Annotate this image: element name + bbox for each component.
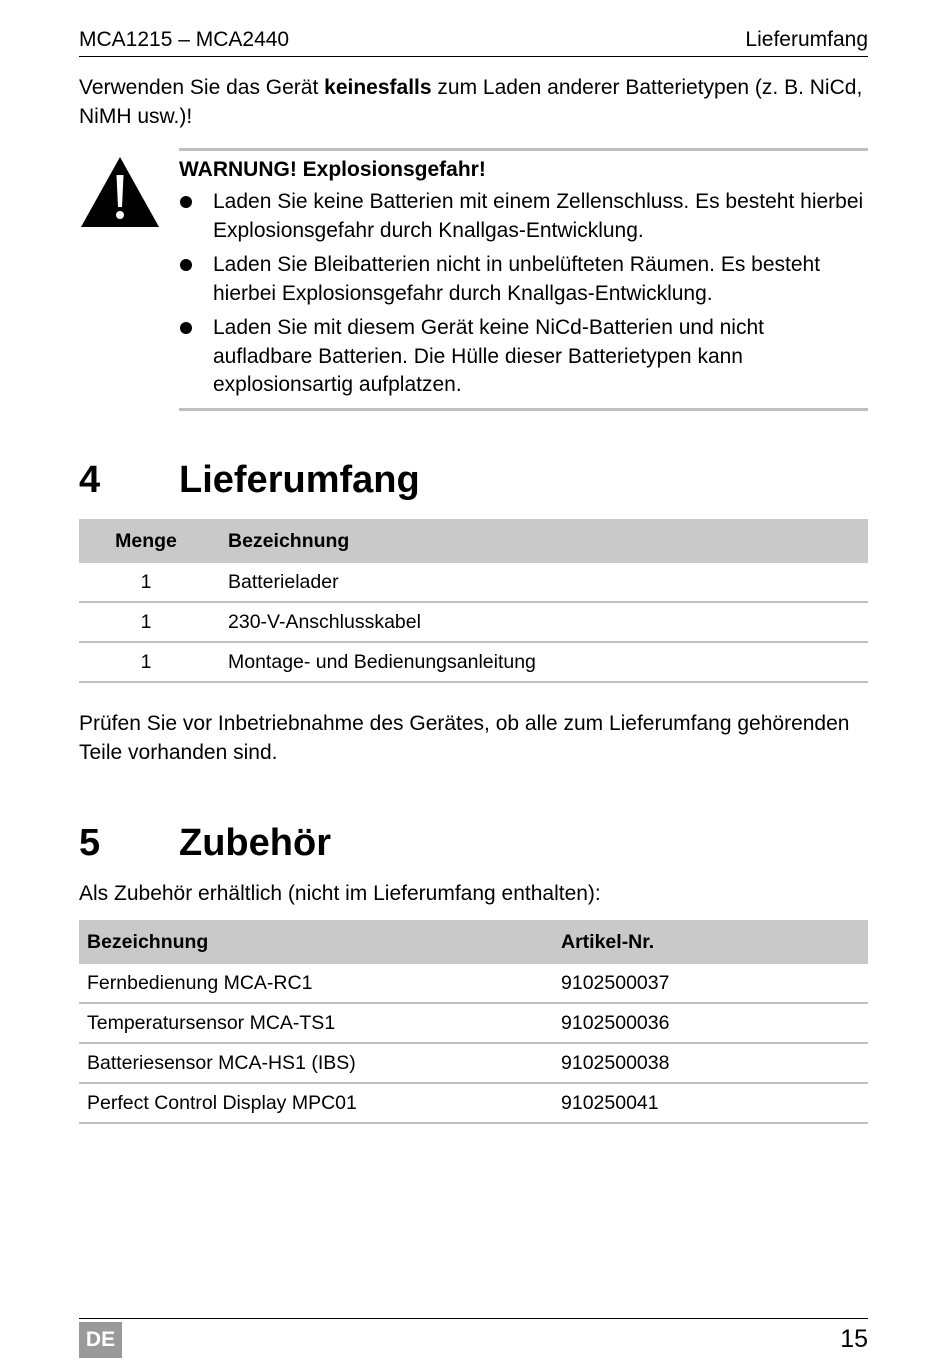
table-row xyxy=(79,1043,868,1083)
header-model-range: MCA1215 – MCA2440 xyxy=(79,28,290,51)
section-number: 4 xyxy=(79,459,101,501)
table-header-row xyxy=(79,920,868,964)
table-row xyxy=(79,964,868,1003)
table-row xyxy=(79,1003,868,1043)
warning-list xyxy=(179,188,868,400)
table-row xyxy=(79,1083,868,1123)
description-cell: Perfect Control Display MPC01 xyxy=(79,1083,546,1123)
quantity-cell: 1 xyxy=(79,642,213,682)
description-cell: 230-V-Anschlusskabel xyxy=(213,602,868,642)
section-title: Lieferumfang xyxy=(179,459,420,501)
description-cell: Temperatursensor MCA-TS1 xyxy=(79,1003,546,1043)
warning-triangle-icon xyxy=(79,155,161,229)
article-number-cell: 9102500038 xyxy=(546,1043,868,1083)
bullet-icon xyxy=(180,259,192,271)
column-header-quantity: Menge xyxy=(79,519,213,563)
intro-emphasis: keinesfalls xyxy=(324,76,432,99)
column-header-article-number: Artikel-Nr. xyxy=(546,920,868,964)
accessories-intro: Als Zubehör erhältlich (nicht im Lieferumfang enthalten): xyxy=(79,882,601,905)
page-number: 15 xyxy=(840,1325,868,1353)
section-number: 5 xyxy=(79,822,101,864)
description-cell: Batteriesensor MCA-HS1 (IBS) xyxy=(79,1043,546,1083)
table-row xyxy=(79,563,868,602)
header-chapter-title: Lieferumfang xyxy=(745,28,868,51)
table-header-row xyxy=(79,519,868,563)
article-number-cell: 9102500036 xyxy=(546,1003,868,1043)
description-cell: Montage- und Bedienungsanleitung xyxy=(213,642,868,682)
scope-of-delivery-table xyxy=(79,519,868,683)
bullet-icon xyxy=(180,196,192,208)
warning-title: WARNUNG! Explosionsgefahr! xyxy=(179,158,486,181)
article-number-cell: 9102500037 xyxy=(546,964,868,1003)
section-title: Zubehör xyxy=(179,822,331,864)
document-page xyxy=(79,0,868,1362)
description-cell: Fernbedienung MCA-RC1 xyxy=(79,964,546,1003)
article-number-cell: 910250041 xyxy=(546,1083,868,1123)
column-header-description: Bezeichnung xyxy=(213,519,868,563)
intro-paragraph: Verwenden Sie das Gerät keinesfalls zum Laden anderer Batterietypen (z. B. NiCd, NiMH usw.)! xyxy=(79,76,863,128)
quantity-cell: 1 xyxy=(79,602,213,642)
table-row xyxy=(79,642,868,682)
accessories-table xyxy=(79,920,868,1124)
running-header xyxy=(79,24,868,57)
footer-rule xyxy=(79,1318,868,1319)
check-contents-paragraph: Prüfen Sie vor Inbetriebnahme des Gerätes, ob alle zum Lieferumfang gehörenden Teile vorhanden sind. xyxy=(79,712,850,764)
warning-item: Laden Sie keine Batterien mit einem Zellenschluss. Es besteht hierbei Explosionsgefahr durch Knallgas-Entwicklung. xyxy=(179,188,868,245)
warning-item: Laden Sie Bleibatterien nicht in unbelüfteten Räumen. Es besteht hierbei Explosionsgefahr durch Knallgas-Entwicklung. xyxy=(179,251,868,308)
warning-box xyxy=(179,148,868,411)
warning-item: Laden Sie mit diesem Gerät keine NiCd-Batterien und nicht aufladbare Batterien. Die Hülle dieser Batterietypen kann explosionsartig aufplatzen. xyxy=(179,314,868,400)
column-header-description: Bezeichnung xyxy=(79,920,546,964)
table-row xyxy=(79,602,868,642)
description-cell: Batterielader xyxy=(213,563,868,602)
bullet-icon xyxy=(180,322,192,334)
quantity-cell: 1 xyxy=(79,563,213,602)
language-badge: DE xyxy=(79,1322,122,1358)
